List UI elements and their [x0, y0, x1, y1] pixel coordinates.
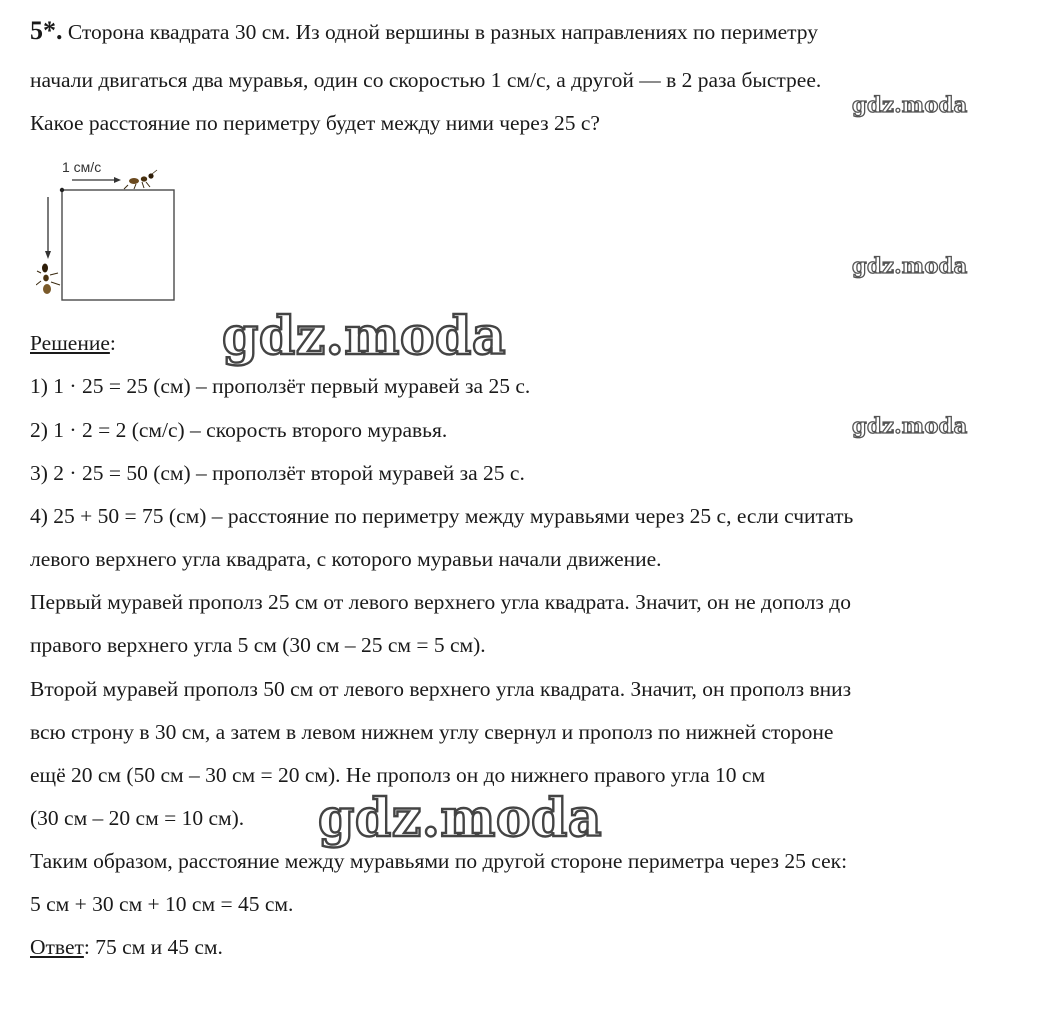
solution-line-7: правого верхнего угла 5 см (30 см – 25 см = 5 см). [30, 633, 486, 657]
problem-line-3: Какое расстояние по периметру будет между ними через 25 с? [30, 111, 600, 135]
solution-line-12: Таким образом, расстояние между муравьями по другой стороне периметра через 25 сек: [30, 849, 848, 873]
answer-label: Ответ [30, 935, 84, 959]
solution-line-4: 4) 25 + 50 = 75 (см) – расстояние по периметру между муравьями через 25 с, если считать [30, 504, 854, 528]
watermark-big-2: gdz.moda [318, 788, 603, 849]
speed-arrow-head [114, 177, 121, 183]
down-arrow-head [45, 251, 51, 259]
solution-line-6: Первый муравей прополз 25 см от левого верхнего угла квадрата. Значит, он не дополз до [30, 590, 851, 614]
answer-text: : 75 см и 45 см. [83, 935, 223, 959]
solution-line-8: Второй муравей прополз 50 см от левого верхнего угла квадрата. Значит, он прополз вниз [30, 677, 852, 701]
watermark-big-1: gdz.moda [222, 306, 507, 367]
speed-label: 1 см/с [62, 159, 102, 175]
solution-heading-label: Решение [30, 331, 110, 355]
ant-left-icon [36, 264, 60, 295]
problem-number: 5*. [30, 16, 63, 45]
problem-line-2: начали двигаться два муравья, один со скоростью 1 см/с, а другой — в 2 раза быстрее. [30, 68, 822, 92]
answer-line [30, 934, 223, 960]
solution-heading-colon: : [109, 331, 116, 355]
solution-heading [30, 330, 116, 356]
solution-line-2: 2) 1 · 2 = 2 (см/с) – скорость второго муравья. [30, 418, 448, 442]
problem-line-1 [30, 18, 818, 45]
solution-line-10: ещё 20 см (50 см – 30 см = 20 см). Не прополз он до нижнего правого угла 10 см [30, 763, 766, 787]
square-figure [36, 155, 196, 305]
solution-line-1: 1) 1 · 25 = 25 (см) – проползёт первый муравей за 25 с. [30, 374, 531, 398]
solution-line-13: 5 см + 30 см + 10 см = 45 см. [30, 892, 294, 916]
solution-line-5: левого верхнего угла квадрата, с которого муравьи начали движение. [30, 547, 662, 571]
solution-line-11: (30 см – 20 см = 10 см). [30, 806, 245, 830]
solution-line-9: всю строну в 30 см, а затем в левом нижнем углу свернул и прополз по нижней стороне [30, 720, 834, 744]
watermark-2: gdz.moda [852, 253, 968, 278]
problem-text-1: Сторона квадрата 30 см. Из одной вершины в разных направлениях по периметру [67, 20, 818, 44]
ant-top-icon [124, 170, 157, 189]
square [62, 190, 174, 300]
watermark-3: gdz.moda [852, 413, 968, 438]
watermark-1: gdz.moda [852, 92, 968, 117]
solution-line-3: 3) 2 · 25 = 50 (см) – проползёт второй муравей за 25 с. [30, 461, 525, 485]
start-vertex [60, 188, 64, 192]
